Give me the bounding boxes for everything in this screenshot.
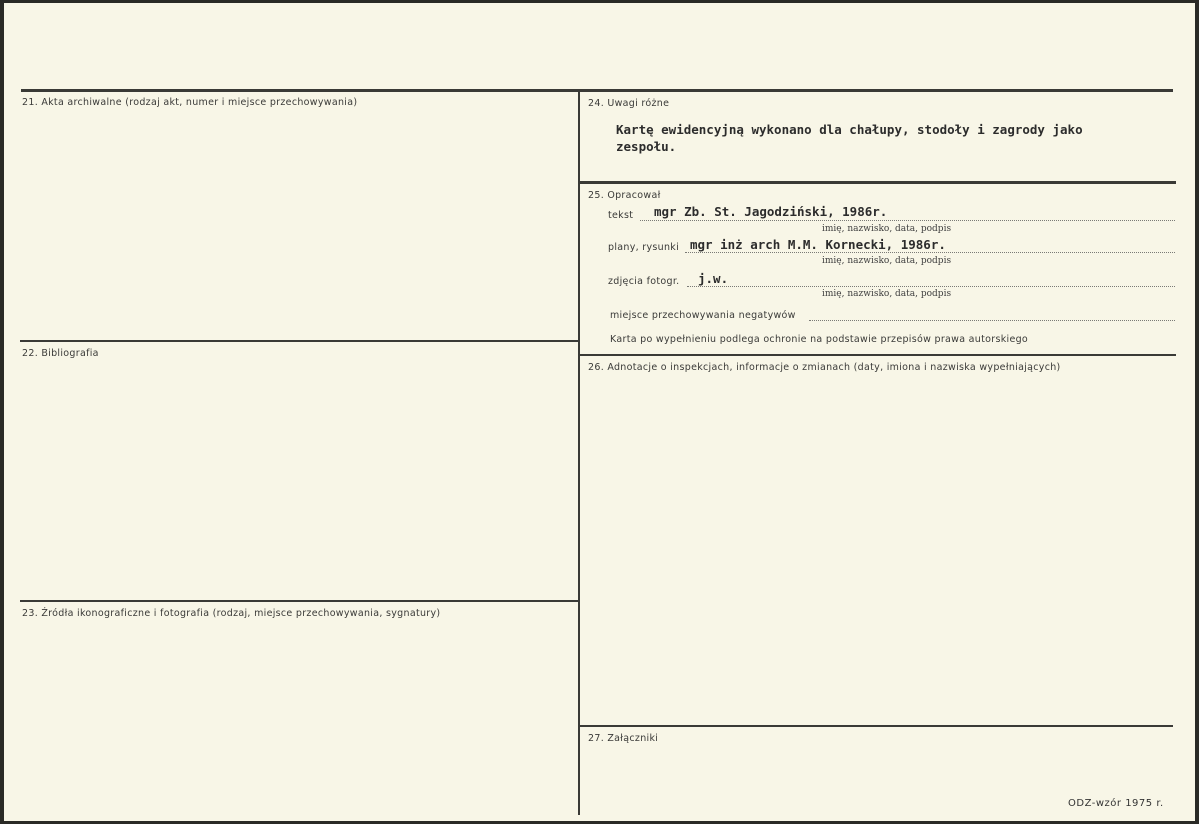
tekst-line xyxy=(640,220,1175,221)
section-24-label: 24. Uwagi różne xyxy=(588,98,670,109)
copyright-notice: Karta po wypełnieniu podlega ochronie na podstawie przepisów prawa autorskiego xyxy=(610,334,1029,345)
divider-22-23 xyxy=(20,600,578,602)
section-24-text-line2: zespołu. xyxy=(616,139,677,154)
section-27-label: 27. Załączniki xyxy=(588,733,659,744)
tekst-label: tekst xyxy=(608,210,634,221)
divider-26-27 xyxy=(580,725,1173,727)
section-21-label: 21. Akta archiwalne (rodzaj akt, numer i miejsce przechowywania) xyxy=(22,97,358,108)
zdjecia-value: j.w. xyxy=(698,271,729,286)
plany-value: mgr inż arch M.M. Kornecki, 1986r. xyxy=(690,237,946,252)
section-23-label: 23. Źródła ikonograficzne i fotografia (rodzaj, miejsce przechowywania, sygnatury) xyxy=(22,608,441,619)
tekst-value: mgr Zb. St. Jagodziński, 1986r. xyxy=(654,204,888,219)
section-22-label: 22. Bibliografia xyxy=(22,348,99,359)
section-25-label: 25. Opracował xyxy=(588,190,661,201)
section-26-label: 26. Adnotacje o inspekcjach, informacje o zmianach (daty, imiona i nazwiska wypełniających) xyxy=(588,362,1061,373)
plany-hint: imię, nazwisko, data, podpis xyxy=(822,256,952,266)
form-identifier: ODZ-wzór 1975 r. xyxy=(1068,798,1164,809)
plany-label: plany, rysunki xyxy=(608,242,680,253)
zdjecia-line xyxy=(687,286,1175,287)
zdjecia-label: zdjęcia fotogr. xyxy=(608,276,680,287)
zdjecia-hint: imię, nazwisko, data, podpis xyxy=(822,289,952,299)
plany-line xyxy=(685,252,1175,253)
center-divider xyxy=(578,91,580,815)
negatywy-label: miejsce przechowywania negatywów xyxy=(610,310,796,321)
negatywy-line xyxy=(809,320,1175,321)
divider-25-26 xyxy=(580,354,1176,356)
section-24-text-line1: Kartę ewidencyjną wykonano dla chałupy, stodoły i zagrody jako xyxy=(616,122,1083,137)
tekst-hint: imię, nazwisko, data, podpis xyxy=(822,224,952,234)
divider-21-22 xyxy=(20,340,578,342)
divider-24-25 xyxy=(580,181,1176,184)
record-card xyxy=(4,3,1195,821)
top-rule xyxy=(21,89,1173,92)
